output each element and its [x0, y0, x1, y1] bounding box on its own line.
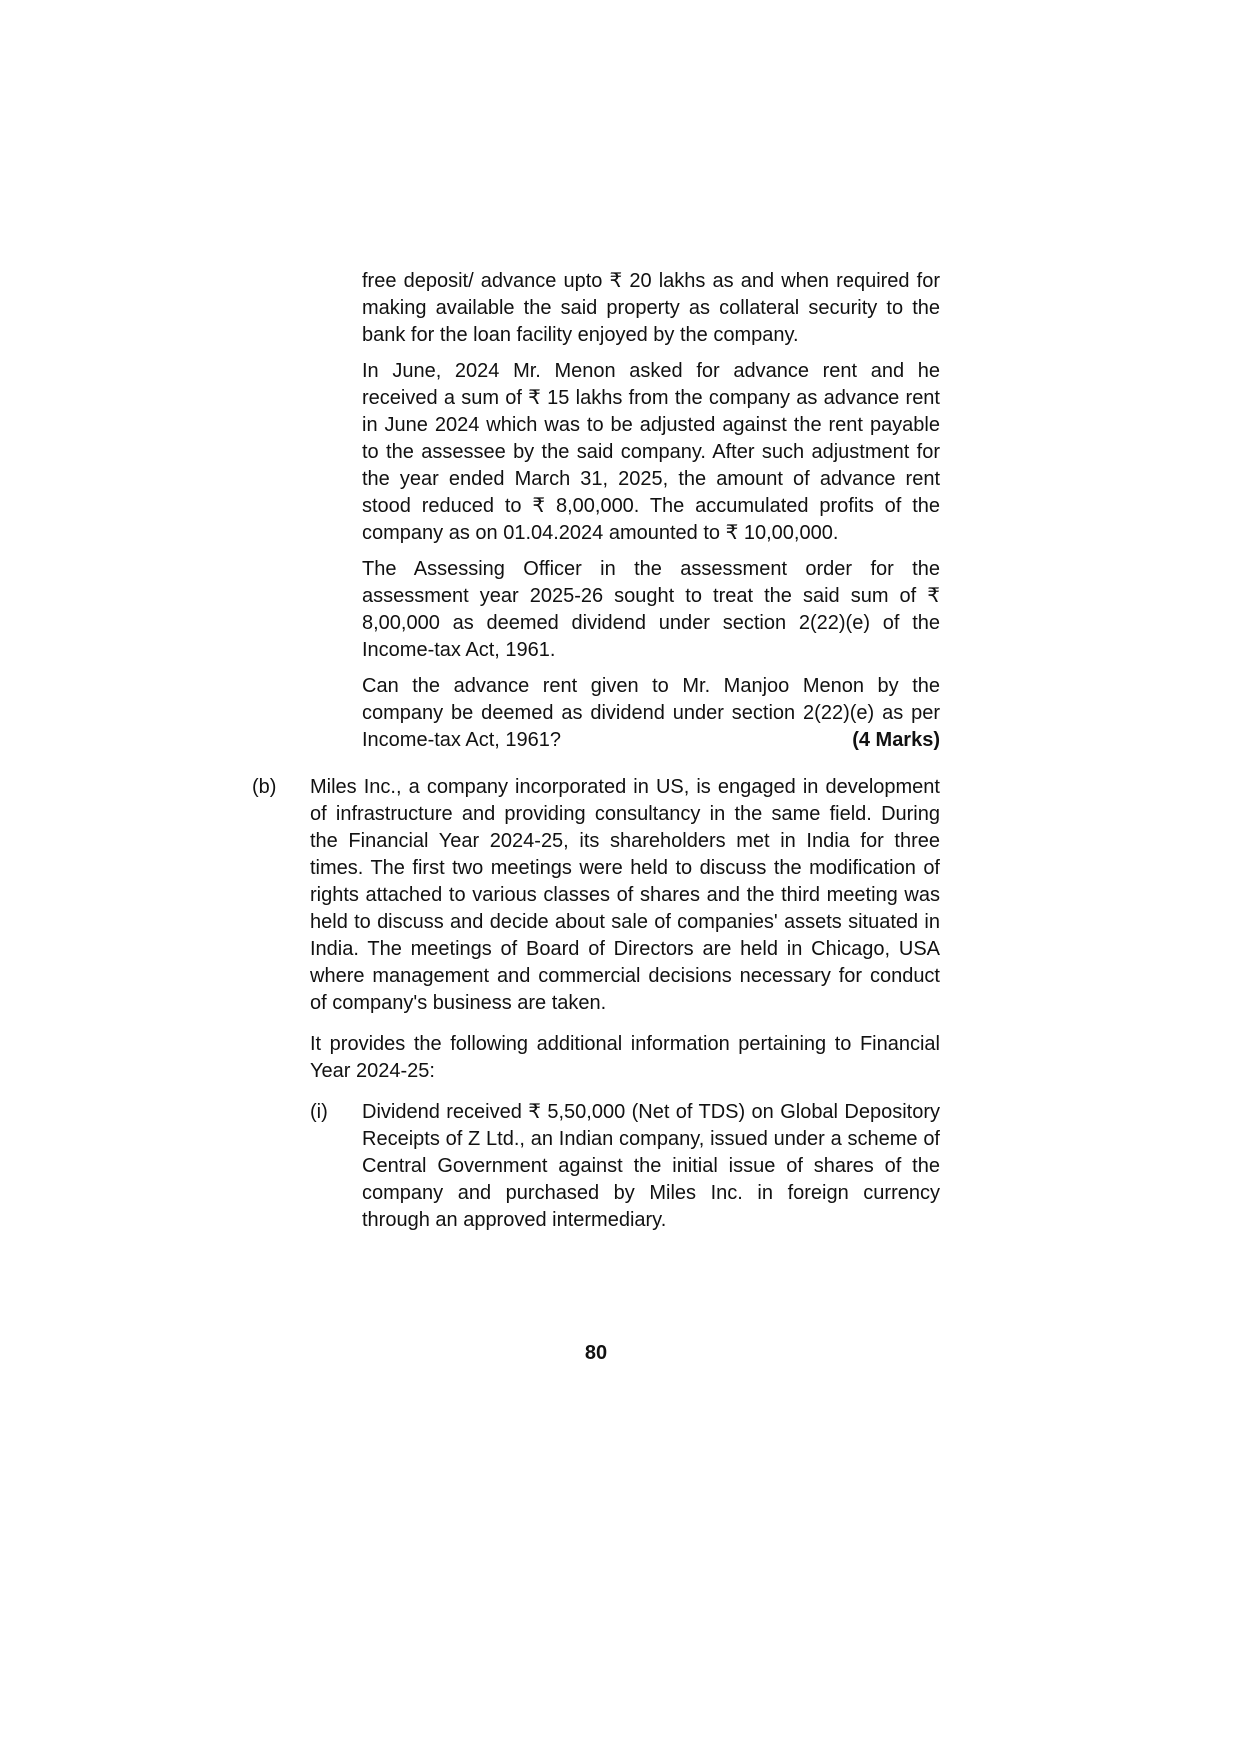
question-a-final-paragraph	[362, 673, 940, 754]
question-b-item-i	[310, 1099, 940, 1248]
question-a-continuation	[252, 268, 940, 754]
sub-item-text: Dividend received ₹ 5,50,000 (Net of TDS) on Global Depository Receipts of Z Ltd., an Indian company, issued under a scheme of Central Government against the initial issue of shares of the company and purchased by Miles Inc. in foreign currency through an approved intermediary.	[362, 1101, 940, 1231]
question-b-body	[310, 774, 940, 1248]
page-number: 80	[584, 1342, 608, 1364]
paragraph: The Assessing Officer in the assessment order for the assessment year 2025-26 sought to treat the said sum of ₹ 8,00,000 as deemed dividend under section 2(22)(e) of the Income-tax Act, 1961.	[362, 558, 940, 661]
paragraph-text: Can the advance rent given to Mr. Manjoo Menon by the company be deemed as dividend under section 2(22)(e) as per Income-tax Act, 1961?	[362, 675, 940, 751]
sub-item-label: (i)	[310, 1101, 328, 1123]
paragraph: Miles Inc., a company incorporated in US, is engaged in development of infrastructure and providing consultancy in the same field. During the Financial Year 2024-25, its shareholders met in India for three times. The first two meetings were held to discuss the modification of rights attached to various classes of shares and the third meeting was held to discuss and decide about sale of companies' assets situated in India. The meetings of Board of Directors are held in Chicago, USA where management and commercial decisions necessary for conduct of company's business are taken.	[310, 776, 940, 1014]
marks-label: (4 Marks)	[844, 727, 940, 754]
page-content	[252, 268, 940, 1248]
paragraph: In June, 2024 Mr. Menon asked for advance rent and he received a sum of ₹ 15 lakhs from the company as advance rent in June 2024 which was to be adjusted against the rent payable to the assessee by the said company. After such adjustment for the year ended March 31, 2025, the amount of advance rent stood reduced to ₹ 8,00,000. The accumulated profits of the company as on 01.04.2024 amounted to ₹ 10,00,000.	[362, 360, 940, 544]
paragraph: It provides the following additional information pertaining to Financial Year 2024-25:	[310, 1033, 940, 1082]
question-b	[252, 774, 940, 1248]
paragraph: free deposit/ advance upto ₹ 20 lakhs as and when required for making available the said property as collateral security to the bank for the loan facility enjoyed by the company.	[362, 270, 940, 346]
question-b-label: (b)	[252, 776, 277, 798]
